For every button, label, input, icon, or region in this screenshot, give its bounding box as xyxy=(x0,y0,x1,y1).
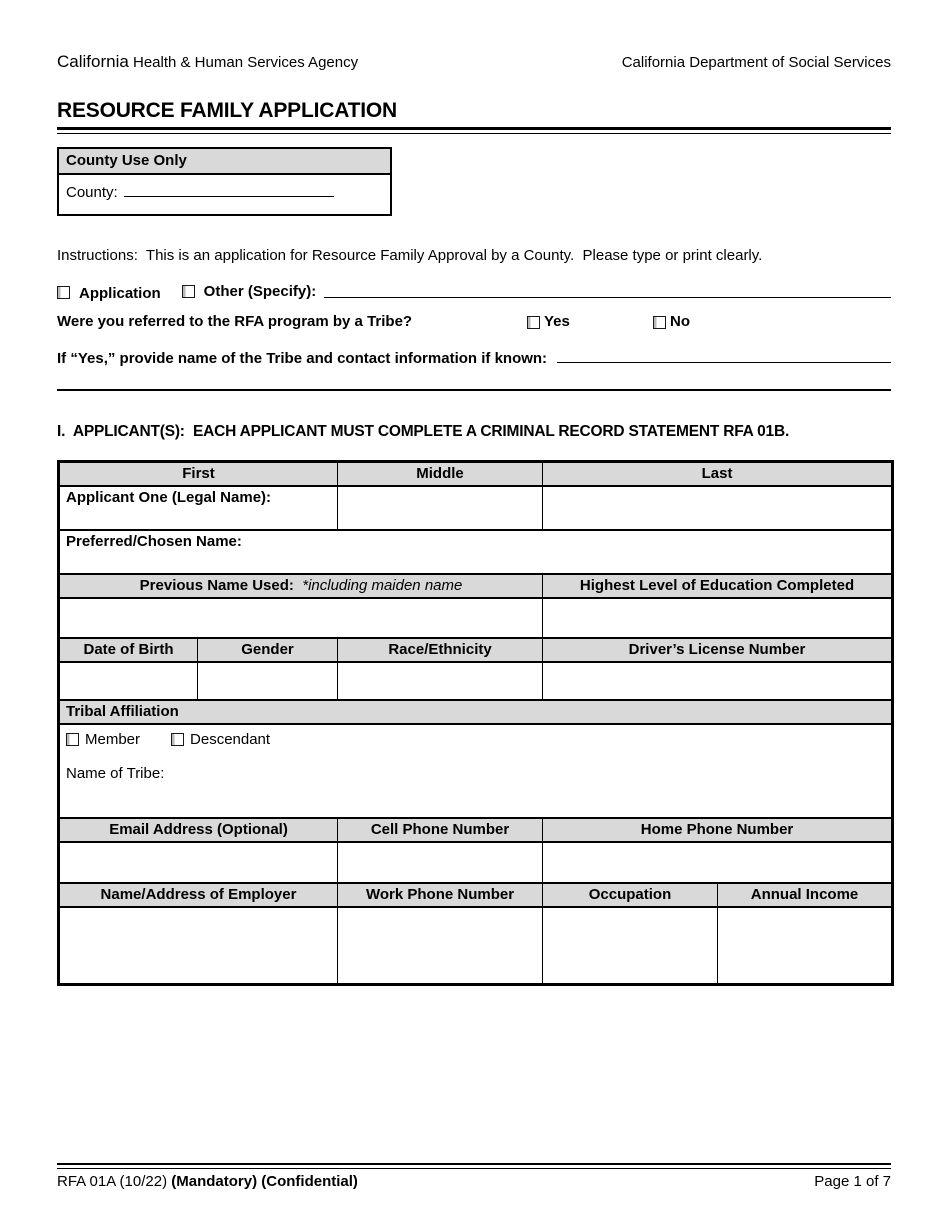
cell-phone-field[interactable] xyxy=(338,842,543,883)
dob-field[interactable] xyxy=(59,662,198,700)
agency-header xyxy=(57,53,891,72)
section1-heading: I. APPLICANT(S): EACH APPLICANT MUST COMPLETE A CRIMINAL RECORD STATEMENT RFA 01B. xyxy=(57,423,790,440)
preferred-name-cell[interactable] xyxy=(59,530,893,574)
tribe-question-row xyxy=(57,313,891,331)
no-checkbox[interactable] xyxy=(653,316,666,329)
agency-left-state: California xyxy=(57,52,129,71)
gender-header: Gender xyxy=(198,638,338,662)
agency-left-name: Health & Human Services Agency xyxy=(128,54,359,71)
preferred-name-label: Preferred/Chosen Name: xyxy=(66,532,242,550)
footer-left xyxy=(57,1172,358,1191)
annual-income-field[interactable] xyxy=(718,907,893,985)
drivers-license-header: Driver’s License Number xyxy=(543,638,893,662)
footer-text-row xyxy=(57,1172,891,1191)
other-group xyxy=(182,283,317,301)
footer-rule xyxy=(57,1163,891,1169)
county-box-body xyxy=(59,175,390,214)
email-header: Email Address (Optional) xyxy=(59,818,338,842)
home-phone-field[interactable] xyxy=(543,842,893,883)
footer-page-indicator: Page 1 of 7 xyxy=(814,1173,891,1190)
county-label: County: xyxy=(66,184,118,201)
member-checkbox[interactable] xyxy=(66,733,79,746)
tribal-affiliation-header: Tribal Affiliation xyxy=(59,700,893,724)
tribe-name-label: Name of Tribe: xyxy=(66,764,165,782)
instructions-text: Instructions: This is an application for Resource Family Approval by a County. Please type or print clearly. xyxy=(57,247,763,264)
other-checkbox[interactable] xyxy=(182,285,195,298)
application-type-row xyxy=(57,282,891,303)
yes-label: Yes xyxy=(544,313,570,330)
work-phone-field[interactable] xyxy=(338,907,543,985)
occupation-header: Occupation xyxy=(543,883,718,907)
county-box-header: County Use Only xyxy=(59,149,390,175)
tribe-followup-blank-line2[interactable] xyxy=(57,389,891,391)
annual-income-header: Annual Income xyxy=(718,883,893,907)
dob-header: Date of Birth xyxy=(59,638,198,662)
application-checkbox[interactable] xyxy=(57,286,70,299)
tribal-options-line xyxy=(66,731,885,749)
county-input-blank[interactable] xyxy=(124,181,334,197)
descendant-option xyxy=(171,731,270,749)
agency-left xyxy=(57,53,358,72)
race-ethnicity-field[interactable] xyxy=(338,662,543,700)
education-field[interactable] xyxy=(543,598,893,638)
work-phone-header: Work Phone Number xyxy=(338,883,543,907)
county-use-box xyxy=(57,147,392,216)
application-label: Application xyxy=(79,285,161,302)
yes-checkbox[interactable] xyxy=(527,316,540,329)
employer-header: Name/Address of Employer xyxy=(59,883,338,907)
descendant-checkbox[interactable] xyxy=(171,733,184,746)
applicant-one-first-name-cell[interactable] xyxy=(59,486,338,530)
tribe-followup-row xyxy=(57,347,891,368)
page-title: RESOURCE FAMILY APPLICATION xyxy=(57,99,397,122)
footer-form-flags: (Mandatory) (Confidential) xyxy=(171,1173,358,1190)
tribe-followup-blank[interactable] xyxy=(557,347,891,363)
tribe-question-label: Were you referred to the RFA program by a Tribe? xyxy=(57,313,413,330)
title-rule xyxy=(57,127,891,134)
col-header-first: First xyxy=(59,462,338,486)
applicant-table xyxy=(57,460,894,986)
email-field[interactable] xyxy=(59,842,338,883)
previous-name-label: Previous Name Used: xyxy=(139,577,294,594)
col-header-middle: Middle xyxy=(338,462,543,486)
cell-phone-header: Cell Phone Number xyxy=(338,818,543,842)
applicant-one-middle-name-cell[interactable] xyxy=(338,486,543,530)
tribe-name-line[interactable] xyxy=(66,765,885,783)
drivers-license-field[interactable] xyxy=(543,662,893,700)
footer-form-number: RFA 01A (10/22) xyxy=(57,1173,172,1190)
tribal-affiliation-cell xyxy=(59,724,893,818)
yes-option xyxy=(527,313,570,331)
home-phone-header: Home Phone Number xyxy=(543,818,893,842)
education-header: Highest Level of Education Completed xyxy=(543,574,893,598)
previous-name-note: *including maiden name xyxy=(293,577,463,594)
occupation-field[interactable] xyxy=(543,907,718,985)
descendant-label: Descendant xyxy=(190,730,271,748)
member-label: Member xyxy=(85,730,141,748)
other-specify-blank[interactable] xyxy=(324,282,891,298)
gender-field[interactable] xyxy=(198,662,338,700)
no-option xyxy=(653,313,690,331)
other-label: Other (Specify): xyxy=(203,282,317,300)
applicant-one-label: Applicant One (Legal Name): xyxy=(66,488,272,506)
tribe-followup-label: If “Yes,” provide name of the Tribe and contact information if known: xyxy=(57,350,548,367)
no-label: No xyxy=(670,313,690,330)
previous-name-header xyxy=(59,574,543,598)
applicant-one-last-name-cell[interactable] xyxy=(543,486,893,530)
page-footer xyxy=(57,1163,891,1191)
employer-field[interactable] xyxy=(59,907,338,985)
agency-right: California Department of Social Services xyxy=(621,54,891,71)
previous-name-field[interactable] xyxy=(59,598,543,638)
race-ethnicity-header: Race/Ethnicity xyxy=(338,638,543,662)
col-header-last: Last xyxy=(543,462,893,486)
